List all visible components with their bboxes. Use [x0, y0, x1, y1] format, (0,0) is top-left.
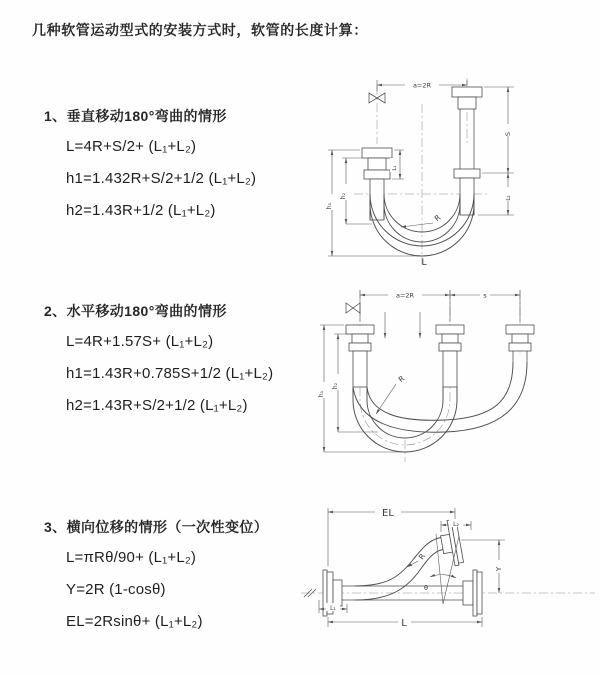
svg-text:L₁: L₁: [392, 165, 398, 171]
valve-icon: [346, 303, 360, 313]
svg-text:L₂: L₂: [506, 195, 512, 201]
svg-text:R: R: [432, 212, 443, 224]
section-2-formulas: [44, 325, 324, 421]
formula: Y=2R (1-cosθ): [66, 580, 166, 598]
formula: EL=2Rsinθ+ (L₁+L₂): [66, 612, 203, 630]
formula: h1=1.432R+S/2+1/2 (L₁+L₂): [66, 169, 257, 187]
diagram-vertical-180-bend: [302, 72, 590, 267]
svg-text:L: L: [401, 618, 407, 629]
svg-text:S: S: [504, 131, 512, 137]
svg-text:L₁: L₁: [330, 605, 336, 612]
diagram-horizontal-180-bend: [300, 282, 590, 468]
section-1-heading: 1、垂直移动180°弯曲的情形: [44, 108, 227, 124]
radius-label: [376, 374, 406, 414]
svg-text:a=2R: a=2R: [412, 81, 432, 90]
braided-hose-section: [370, 179, 384, 220]
radius-label: [401, 213, 442, 227]
svg-text:R: R: [396, 373, 407, 385]
section-2: [44, 301, 324, 421]
dim-l2: [503, 173, 513, 215]
svg-text:L₂: L₂: [453, 521, 459, 528]
right-pipe-walls: [513, 351, 527, 362]
braided-hose-section: [443, 351, 457, 387]
diagram-3-svg: [295, 498, 600, 650]
formula: h2=1.43R+1/2 (L₁+L₂): [66, 201, 216, 219]
svg-text:Y: Y: [495, 566, 503, 572]
svg-text:h₂: h₂: [340, 192, 347, 200]
length-label: L: [421, 258, 427, 267]
section-2-heading: 2、水平移动180°弯曲的情形: [44, 303, 227, 319]
formula: L=4R+S/2+ (L₁+L₂): [66, 137, 197, 155]
svg-text:h₁: h₁: [318, 390, 325, 398]
right-fitting: [506, 325, 534, 351]
section-3: [44, 517, 324, 637]
formula: L=4R+1.57S+ (L₁+L₂): [66, 332, 214, 350]
hose-upper-wall: [355, 537, 446, 586]
hose-inner-wall-moved: [367, 362, 513, 420]
svg-text:h₂: h₂: [332, 382, 339, 390]
section-3-formulas: [44, 541, 324, 637]
svg-text:s: s: [483, 291, 487, 300]
dim-h2: [340, 158, 372, 224]
formula: h2=1.43R+S/2+1/2 (L₁+L₂): [66, 396, 248, 414]
middle-fitting: [436, 325, 464, 387]
formula: h1=1.43R+0.785S+1/2 (L₁+L₂): [66, 364, 274, 382]
centerlines: [360, 290, 520, 462]
svg-text:a=2R: a=2R: [395, 291, 415, 300]
right-fitting: [452, 87, 482, 215]
braided-hose-section: [353, 351, 367, 387]
right-flange: [463, 570, 482, 616]
section-1-formulas: [44, 130, 324, 226]
diagram-1-svg: [302, 72, 590, 267]
hose-lower-wall: [355, 549, 447, 600]
formula: L=πRθ/90+ (L₁+L₂): [66, 548, 197, 566]
page-title: 几种软管运动型式的安装方式时，软管的长度计算：: [32, 22, 368, 38]
diagram-2-svg: [300, 282, 590, 468]
dim-s: [450, 290, 520, 300]
section-3-heading: 3、横向位移的情形（一次性变位）: [44, 519, 269, 535]
svg-text:EL: EL: [382, 508, 394, 519]
svg-text:R: R: [416, 551, 428, 562]
left-fitting: [346, 325, 374, 387]
hose-outer-wall-moved: [353, 362, 527, 432]
svg-text:h₁: h₁: [326, 202, 333, 210]
hose-centerline: [360, 387, 450, 445]
section-1: [44, 106, 324, 226]
svg-text:θ: θ: [424, 584, 428, 592]
dim-l: [328, 615, 482, 629]
diagram-lateral-displacement: [295, 498, 600, 650]
